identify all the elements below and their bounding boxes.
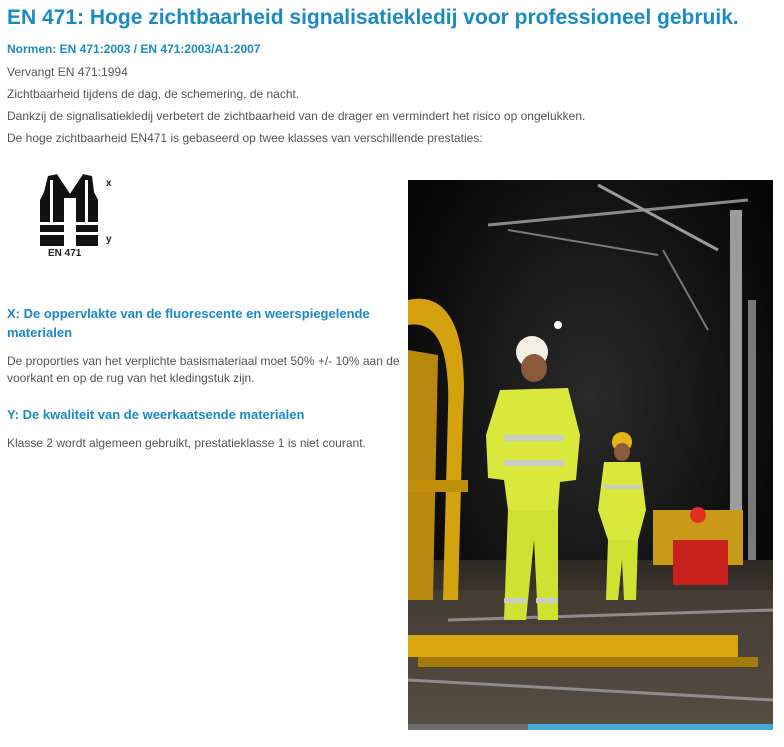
section-x-text: De proporties van het verplichte basismateriaal moet 50% +/- 10% aan de voorkant en op de rug van het kledingstuk zijn. xyxy=(7,354,400,385)
replaces-line: Vervangt EN 471:1994 xyxy=(7,65,128,79)
pictogram-x-mark: x xyxy=(106,178,112,189)
pictogram-y-mark: y xyxy=(106,234,112,245)
photo-caption-bar-dark xyxy=(408,724,528,730)
benefit-line: Dankzij de signalisatiekledij verbetert de zichtbaarheid van de drager en vermindert het risico op ongelukken. xyxy=(7,109,586,123)
page-title: EN 471: Hoge zichtbaarheid signalisatiekledij voor professioneel gebruik. xyxy=(7,6,739,29)
section-y-heading: Y: De kwaliteit van de weerkaatsende materialen xyxy=(7,407,305,422)
photo-scene xyxy=(408,180,773,725)
safety-vest-icon xyxy=(36,170,116,250)
section-y-text: Klasse 2 wordt algemeen gebruikt, prestatieklasse 1 is niet courant. xyxy=(7,436,366,450)
visibility-line: Zichtbaarheid tijdens de dag, de schemering, de nacht. xyxy=(7,87,300,101)
classes-line: De hoge zichtbaarheid EN471 is gebaseerd op twee klasses van verschillende prestaties: xyxy=(7,131,483,145)
en471-pictogram xyxy=(36,170,116,265)
railway-workers-night-photo xyxy=(408,180,773,725)
section-x-heading: X: De oppervlakte van de fluorescente en weerspiegelende materialen xyxy=(7,306,370,340)
norms-line: Normen: EN 471:2003 / EN 471:2003/A1:2007 xyxy=(7,42,261,56)
photo-caption-bar-blue xyxy=(528,724,773,730)
pictogram-label: EN 471 xyxy=(48,248,82,259)
